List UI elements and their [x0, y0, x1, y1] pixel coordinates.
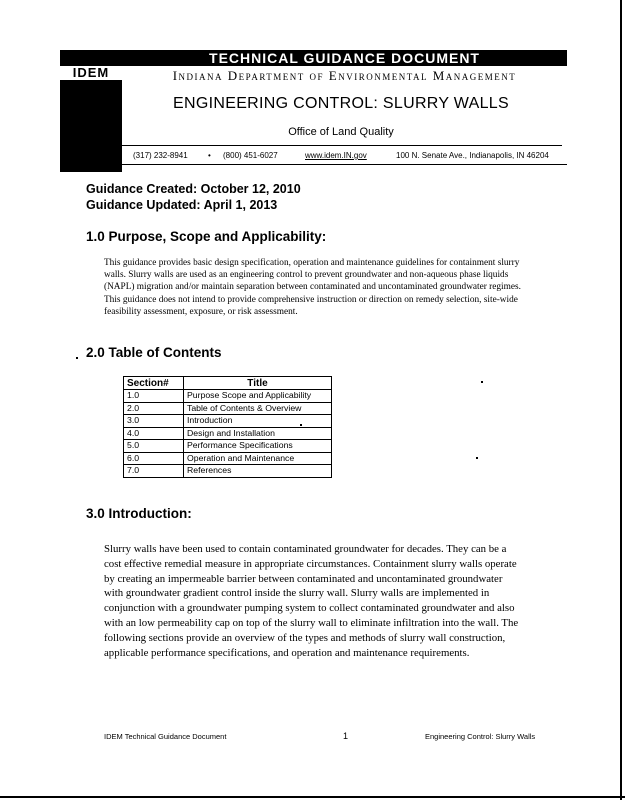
page-edge-bottom	[0, 796, 625, 798]
toc-section-title: Performance Specifications	[184, 440, 332, 453]
contact-phone-tollfree: (800) 451-6027	[223, 151, 278, 160]
toc-column-section: Section#	[124, 377, 184, 390]
toc-section-number: 5.0	[124, 440, 184, 453]
scan-speck	[481, 381, 483, 383]
introduction-paragraph: Slurry walls have been used to contain contaminated groundwater for decades. They can be a cost effective remedial measure in appropriate circumstances. Containment slurry walls operate by creating an impermeable barrier between contaminated and uncontaminated groundwater with groundwater gradient control inside the slurry wall. Slurry walls are implemented in conjunction with a groundwater pumping system to collect contaminated groundwater and also with an low permeability cap on top of the slurry wall to eliminate infiltration into the wall. The following sections provide an overview of the types and methods of slurry wall construction, applicable performance specifications, and operation and maintenance requirements.	[104, 543, 519, 659]
toc-row	[124, 402, 332, 415]
scan-speck	[476, 457, 478, 459]
agency-name: Indiana Department of Environmental Management	[172, 68, 517, 83]
toc-row	[124, 452, 332, 465]
scan-speck	[300, 424, 302, 426]
office-name: Office of Land Quality	[288, 126, 394, 138]
toc-row	[124, 465, 332, 478]
contact-address: 100 N. Senate Ave., Indianapolis, IN 46204	[396, 151, 549, 160]
toc-section-number: 6.0	[124, 452, 184, 465]
toc-section-title: Operation and Maintenance	[184, 452, 332, 465]
toc-section-title: References	[184, 465, 332, 478]
toc-section-title: Table of Contents & Overview	[184, 402, 332, 415]
guidance-dates	[86, 181, 301, 213]
footer-document-type: IDEM Technical Guidance Document	[104, 732, 227, 741]
guidance-created-date: Guidance Created: October 12, 2010	[86, 182, 301, 196]
guidance-updated-date: Guidance Updated: April 1, 2013	[86, 198, 278, 212]
section-heading-purpose: 1.0 Purpose, Scope and Applicability:	[86, 229, 327, 244]
toc-header-row	[124, 377, 332, 390]
toc-section-number: 1.0	[124, 390, 184, 403]
purpose-paragraph: This guidance provides basic design specification, operation and maintenance guidelines for containment slurry walls. Slurry walls are used as an engineering control to prevent groundwater and non-aqueous phase liquids (NAPL) migration and/or maintain separation between contaminated and uncontaminated groundwater regimes. This guidance does not intend to provide comprehensive instruction or direction on remedy selection, site-wide feasibility assessment, exposure, or risk assessment.	[104, 258, 521, 317]
toc-column-title: Title	[184, 377, 332, 390]
idem-logo-block	[60, 50, 122, 172]
toc-section-number: 2.0	[124, 402, 184, 415]
contact-website-link[interactable]: www.idem.IN.gov	[305, 151, 367, 160]
section-heading-toc: 2.0 Table of Contents	[86, 345, 222, 360]
toc-section-title: Design and Installation	[184, 427, 332, 440]
table-of-contents	[123, 376, 332, 478]
toc-row	[124, 390, 332, 403]
document-type-banner: TECHNICAL GUIDANCE DOCUMENT	[122, 50, 567, 66]
toc-section-title: Introduction	[184, 415, 332, 428]
toc-section-number: 7.0	[124, 465, 184, 478]
header-bottom-rule	[122, 164, 567, 165]
section-heading-introduction: 3.0 Introduction:	[86, 506, 192, 521]
toc-section-title: Purpose Scope and Applicability	[184, 390, 332, 403]
toc-section-number: 3.0	[124, 415, 184, 428]
contact-separator: •	[208, 151, 211, 160]
header-divider	[122, 145, 562, 146]
toc-section-number: 4.0	[124, 427, 184, 440]
contact-phone-primary: (317) 232-8941	[133, 151, 188, 160]
scan-speck	[76, 357, 78, 359]
page-edge-right	[620, 0, 622, 800]
toc-row	[124, 427, 332, 440]
toc-row	[124, 440, 332, 453]
footer-document-title: Engineering Control: Slurry Walls	[425, 732, 536, 741]
footer-page-number: 1	[343, 731, 349, 741]
document-title: ENGINEERING CONTROL: SLURRY WALLS	[173, 95, 509, 112]
idem-logo-text: IDEM	[60, 66, 122, 80]
